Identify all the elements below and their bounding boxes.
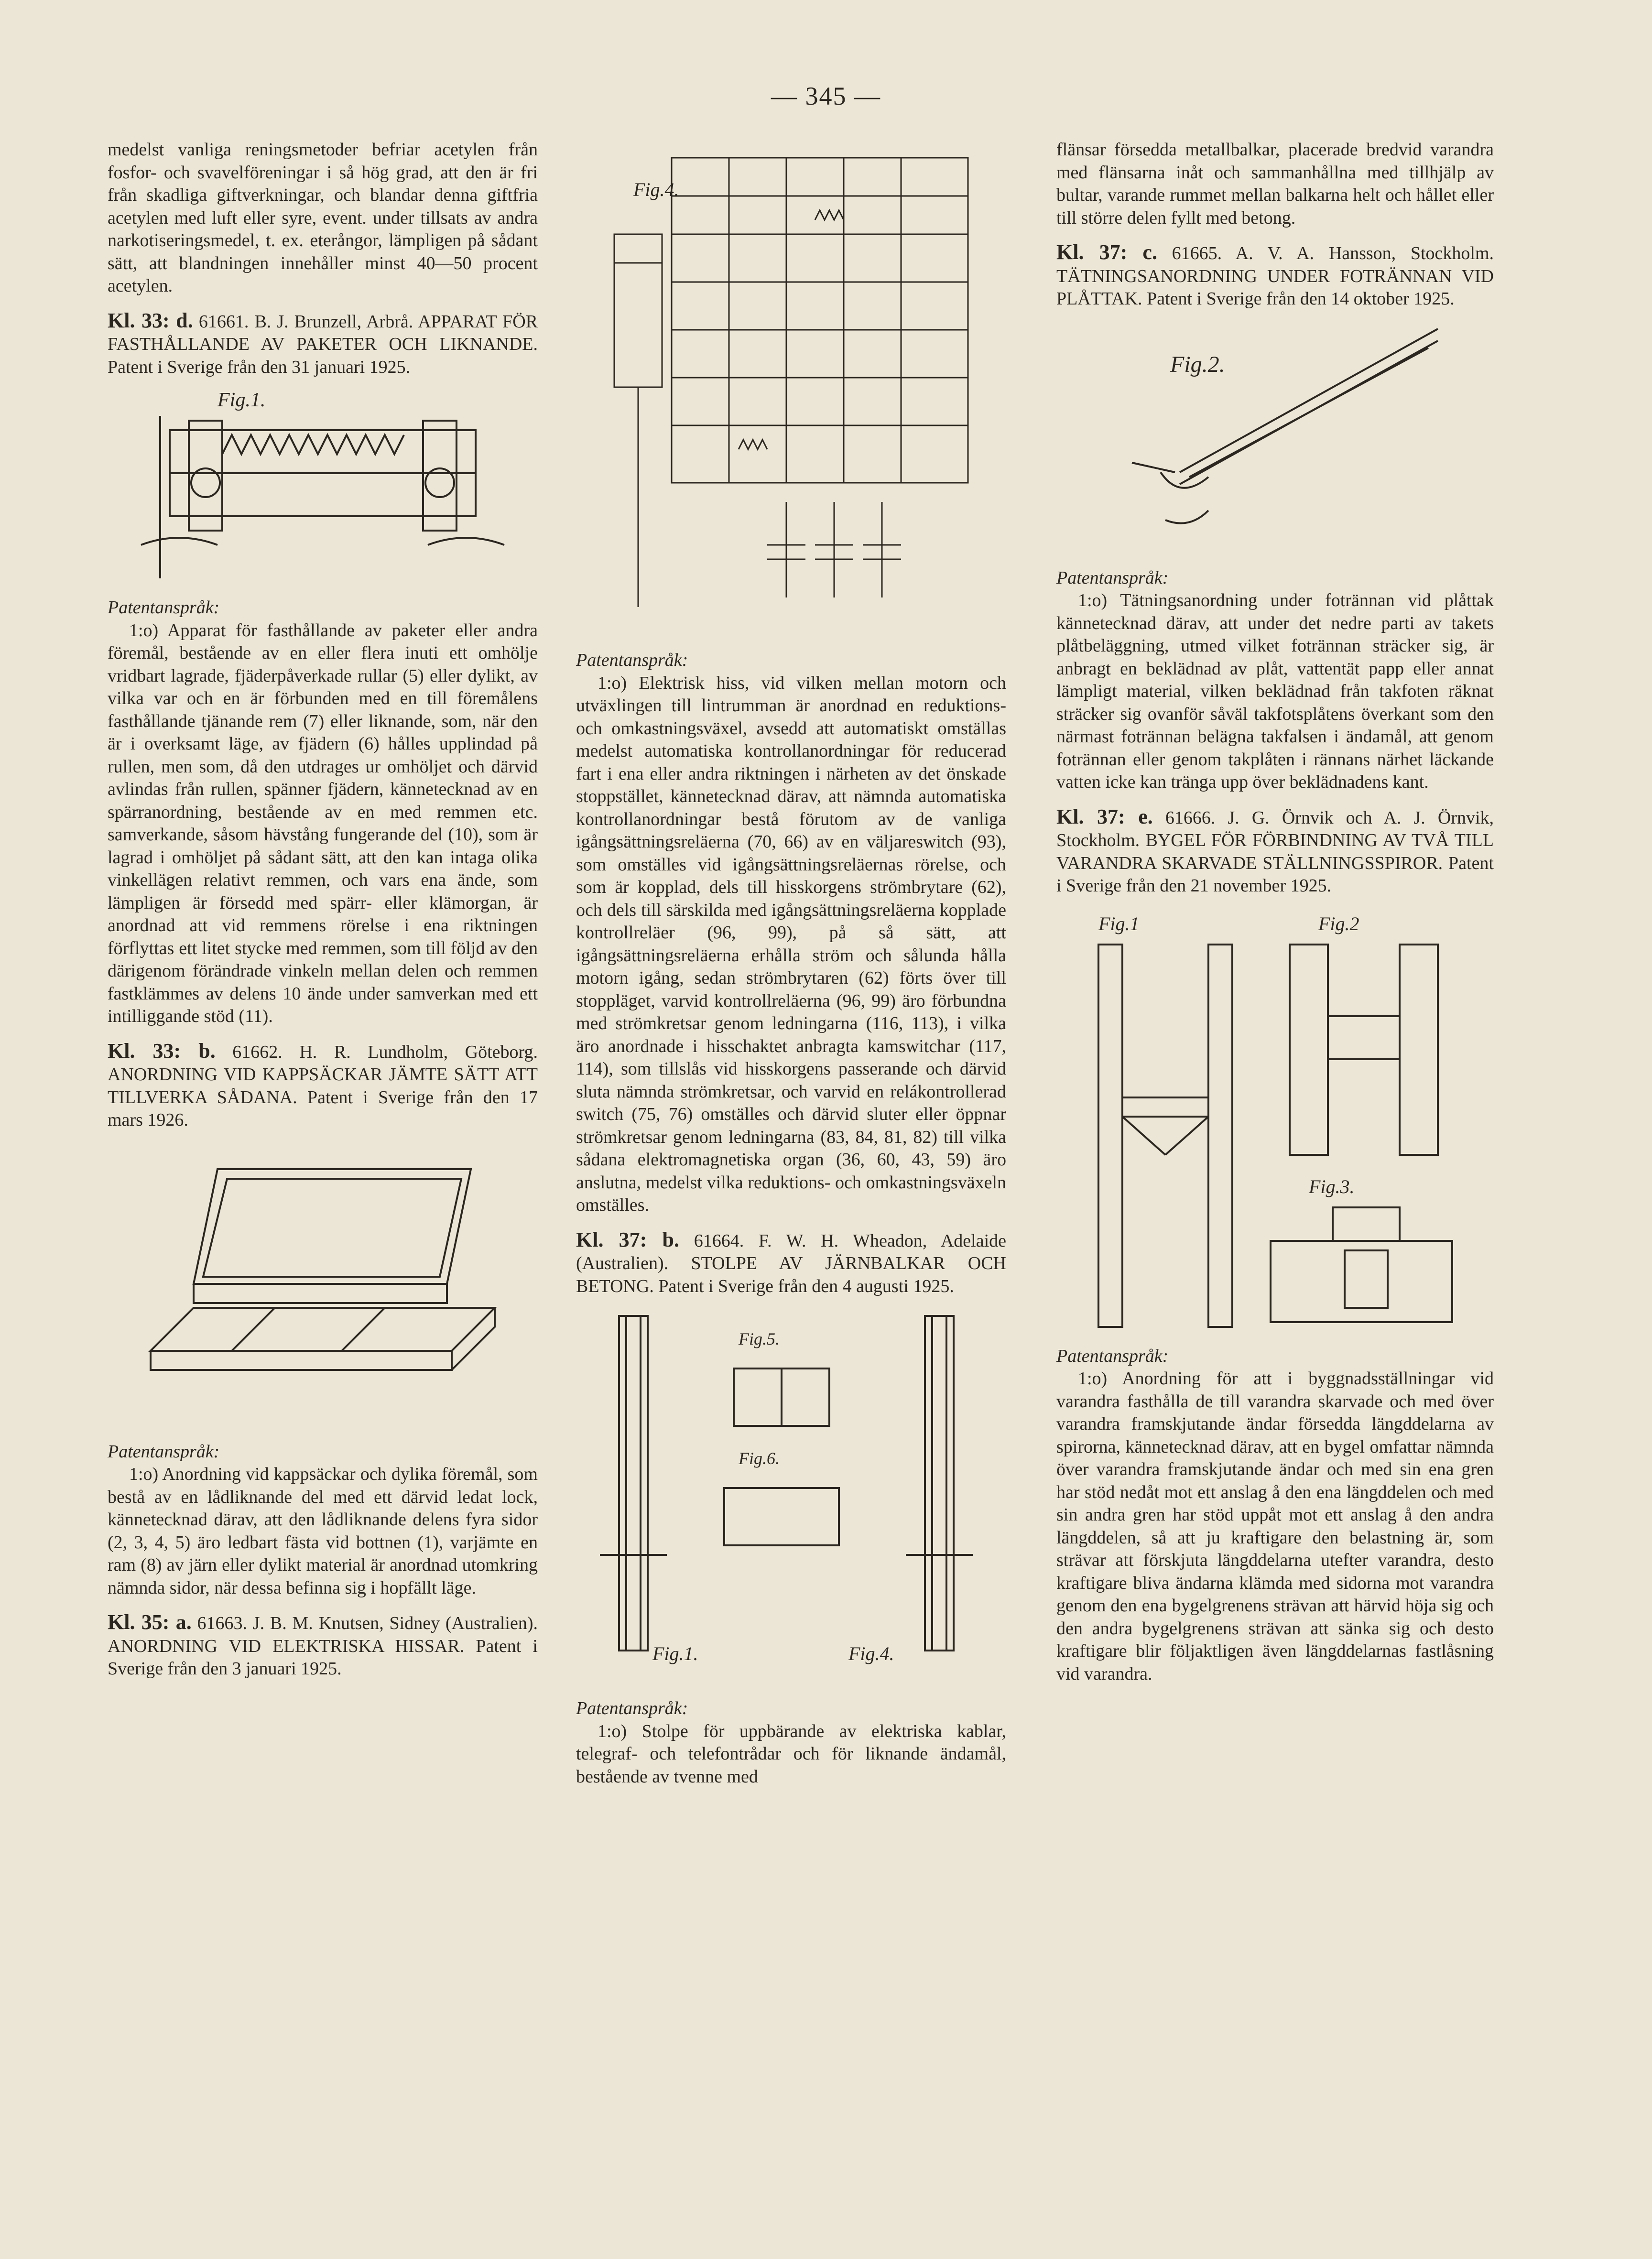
entry-title: 61661. B. J. Brunzell, Arbrå. APPARAT FÖR FASTHÅLLANDE AV PAKETER OCH LIKNANDE. Patent i Sverige från den 31 januari 1925. [108,311,538,377]
figure-label: Fig.6. [739,1449,780,1468]
entry-heading [576,1228,1006,1298]
figure-label: Fig.4. [633,179,679,200]
apparatus-drawing [122,387,523,588]
claim-heading: Patentanspråk: [1056,1346,1169,1366]
column-3 [1056,139,1494,1685]
claim-text: 1:o) Stolpe för uppbärande av elektriska kablar, telegraf- och telefontrådar och för liknande ändamål, bestående av tvenne med [576,1721,1006,1787]
poles-drawing [581,1306,1001,1689]
figure-poles [581,1306,1001,1689]
page-number: — 345 — [771,82,881,110]
entry-title: 61666. J. G. Örnvik och A. J. Örnvik, Stockholm. BYGEL FÖR FÖRBINDNING AV TVÅ TILL VARANDRA SKARVADE STÄLLNINGSSPIROR. Patent i Sverige från den 21 november 1925. [1056,807,1494,896]
class-label: Kl. 37: b. [576,1227,680,1251]
entry-title: 61663. J. B. M. Knutsen, Sidney (Australien). ANORDNING VID ELEKTRISKA HISSAR. Patent i Sverige från den 3 januari 1925. [108,1613,538,1679]
figure-elevator-circuit [586,139,997,641]
figure-label: Fig.5. [739,1329,780,1348]
entry-heading [1056,241,1494,311]
figure-label: Fig.2 [1318,912,1359,934]
figure-suitcase [117,1140,528,1432]
entry-title: 61662. H. R. Lundholm, Göteborg. ANORDNING VID KAPPSÄCKAR JÄMTE SÄTT ATT TILLVERKA SÅDANA. Patent i Sverige från den 17 mars 1926. [108,1042,538,1130]
entry-title: 61665. A. V. A. Hansson, Stockholm. TÄTNINGSANORDNING UNDER FOTRÄNNAN VID PLÅTTAK. Patent i Sverige från den 14 oktober 1925. [1056,243,1494,309]
entry-heading [108,309,538,379]
claim-heading: Patentanspråk: [1056,567,1169,588]
claim-heading: Patentanspråk: [108,1441,220,1462]
claim-heading: Patentanspråk: [576,1698,688,1718]
class-label: Kl. 37: e. [1056,804,1153,828]
gutter-drawing [1094,319,1457,558]
figure-label: Fig.1 [1098,912,1140,934]
class-label: Kl. 37: c. [1056,240,1157,264]
claim-text: 1:o) Apparat för fasthållande av paketer eller andra föremål, bestående av en eller flera inuti ett omhölje vridbart lagrade, fjäderpåverkade rullar (5) eller dylikt, av vilka var och en är förbunden med en till föremålens fasthållande tjänande rem (7) eller liknande, som, när den är i overksamt läge, av fjädern (6) hålles upplindad på rullen, men som, då den utdrages ur omhöljet och därvid avlindas från rullen, spänner fjädern, kännetecknad av en spärranordning, bestående av en med remmen etc. samverkande, såsom hävstång fungerande del (10), som är lagrad i omhöljet på sådant sätt, att den kan intaga olika vinkellägen relativt remmen, och vars ena ände, som lämpligen är försedd med spärr- eller klämorgan, är anordnad att vid remmens rörelse i ena riktningen förflyttas ett litet stycke med remmen, som till följd av den därigenom förändrade vinkeln mellan delen och remmen fastklämmes av delens 10 ände under samverkan med ett intilliggande stöd (11). [108,620,538,1026]
class-label: Kl. 33: b. [108,1039,216,1063]
scaffold-drawing [1065,906,1486,1336]
column-2 [576,139,1006,1788]
claim-text: 1:o) Elektrisk hiss, vid vilken mellan motorn och utväxlingen till lintrumman är anordnad en reduktions- och omkastningsväxel, avsedd att automatiskt omställas medelst automatiska kontrollanordningar för reducerad fart i ena eller andra riktningen i närheten av det önskade stoppstället, kännetecknad därav, att nämnda automatiska kontrollanordningar bestå förutom av de vanliga igångsättningsreläerna (70, 66) av en väljareswitch (93), som omställes vid igångsättningsreläernas rörelse, och som är kopplad, dels till hisskorgens strömbrytare (62), och dels till särskilda med igångsättningsreläerna kopplade kontrollreläer (96, 99), på så sätt, att igångsättningsreläerna erhålla ström och sålunda hålla motorn igång, sedan strömbrytaren (62) förts över till stoppläget, varvid kontrollreläerna (96, 99) äro förbundna med strömkretsar genom ledningarna (116, 113), i vilka äro anordnade i hisschaktet anbragta kamswitchar (117, 114), som tillslås vid hisskorgens passerande och därvid sluta nämnda strömkretsar, och varvid en relákontrollerad switch (75, 76) omställes och därvid sluter eller öppnar strömkretsar genom ledningarna (83, 84, 81, 82) till vilka sådana elektromagnetiska organ (36, 60, 43, 59) äro anslutna, medelst vilka reduktions- och omkastningsväxeln omställes. [576,673,1006,1215]
entry-heading [108,1611,538,1681]
claim-text: 1:o) Anordning för att i byggnadsställningar vid varandra fasthålla de till varandra skarvade och med över varandra framskjutande ändar försedda längddelarna av spirorna, kännetecknad därav, att en bygel omfattar nämnda över varandra framskjutande ändar och med sin ena gren har stöd nedåt mot ett anslag å den ena längddelen och med sin andra gren har stöd uppåt mot ett anslag å den andra längddelen, så att ju kraftigare den belastning är, som strävar att förskjuta längddelarna utefter varandra, desto kraftigare bliva ändarna klämda med sidorna mot varandra genom den ena bygelgrenens strävan att härvid höja sig och den andra bygelgrenens strävan att sänka sig och desto kraftigare blir följaktligen även längddelarnas fastlåsning vid varandra. [1056,1368,1494,1684]
figure-label: Fig.4. [848,1643,894,1664]
entry-heading [1056,805,1494,898]
figure-label: Fig.2. [1170,351,1225,377]
figure-label: Fig.1. [217,389,266,411]
paragraph: flänsar försedda metallbalkar, placerade bredvid varandra med flänsarna inåt och sammanhållna med tillhjälp av bultar, varande rummet mellan balkarna helt och hållet eller till större delen fyllt med betong. [1056,140,1494,228]
figure-scaffold [1065,906,1486,1336]
class-label: Kl. 33: d. [108,308,193,332]
claim-heading: Patentanspråk: [108,597,220,618]
circuit-drawing [586,139,997,641]
figure-label: Fig.1. [652,1643,698,1664]
figure-gutter [1094,319,1457,558]
paragraph: medelst vanliga reningsmetoder befriar acetylen från fosfor- och svavelföreningar i så hög grad, att den är fri från skadliga giftverkningar, och blandar denna giftfria acetylen med luft eller syre, event. under tillsats av andra narkotiseringsmedel, t. ex. eterångor, lämpligen på sådant sätt, att blandningen innehåller minst 40—50 procent acetylen. [108,140,538,296]
entry-title: 61664. F. W. H. Wheadon, Adelaide (Australien). STOLPE AV JÄRNBALKAR OCH BETONG. Patent i Sverige från den 4 augusti 1925. [576,1230,1007,1296]
class-label: Kl. 35: a. [108,1610,192,1634]
claim-text: 1:o) Anordning vid kappsäckar och dylika föremål, som bestå av en lådliknande del med ett därvid ledat lock, kännetecknad därav, att den lådliknande delens fyra sidor (2, 3, 4, 5) äro ledbart fästa vid bottnen (1), varjämte en ram (8) av järn eller dylikt material är anordnad utomkring nämnda sidor, när dessa befinna sig i hopfällt läge. [108,1464,538,1598]
figure-apparatus [122,387,523,588]
entry-heading [108,1040,538,1132]
column-1 [108,139,538,1681]
claim-text: 1:o) Tätningsanordning under fotrännan vid plåttak kännetecknad därav, att under det nedre parti av takets plåtbeläggning, utmed vilket fotrännan sträcker sig, är anbragt en beklädnad av plåt, vattentät papp eller annat lämpligt material, vilken beklädnad från takfoten räknat sträcker sig ovanför såväl takfotsplåtens överkant som den närmast fotrännan belägna takfalsen i ändamål, att genom fotrännan eller genom takplåten i rännans närhet läckande vatten icke kan tränga upp över beklädnadens kant. [1056,590,1494,792]
suitcase-drawing [117,1140,528,1432]
claim-heading: Patentanspråk: [576,650,688,670]
figure-label: Fig.3. [1308,1175,1355,1197]
